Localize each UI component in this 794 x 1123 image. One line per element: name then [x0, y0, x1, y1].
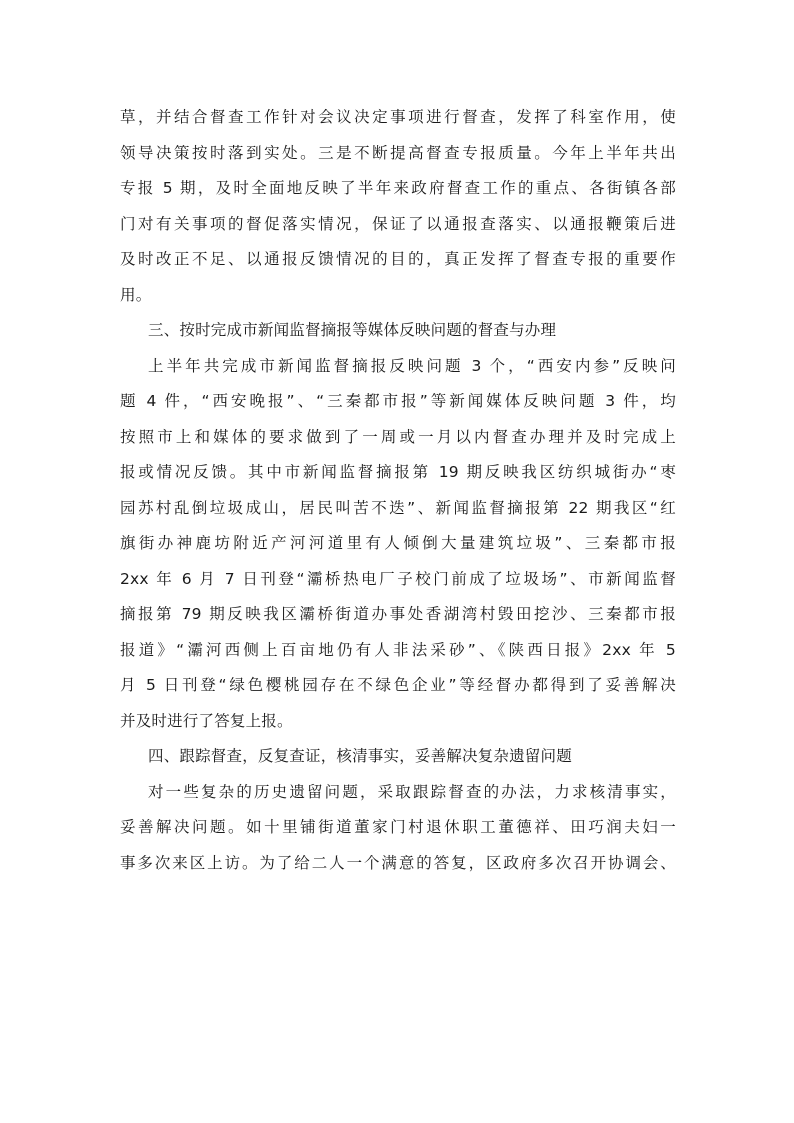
body-line: 并及时进行了答复上报。 — [120, 711, 293, 730]
body-line: 妥善解决问题。如十里铺街道董家门村退休职工董德祥、田巧润夫妇一 — [120, 818, 676, 836]
body-line: 对一些复杂的历史遗留问题，采取跟踪督查的办法，力求核清事实， — [148, 782, 676, 801]
body-line: 题 4 件，“西安晚报”、“三秦都市报”等新闻媒体反映问题 3 件，均 — [120, 392, 676, 410]
document-body — [120, 100, 676, 881]
body-line: 报或情况反馈。其中市新闻监督摘报第 19 期反映我区纺织城街办“枣 — [120, 463, 676, 481]
body-line: 摘报第 79 期反映我区灞桥街道办事处香湖湾村毁田挖沙、三秦都市报 — [120, 605, 676, 623]
section-heading-4: 四、跟踪督查，反复查证，核清事实，妥善解决复杂遗留问题 — [148, 747, 572, 765]
body-line: 事多次来区上访。为了给二人一个满意的答复，区政府多次召开协调会、 — [120, 853, 676, 872]
body-line: 领导决策按时落到实处。三是不断提高督查专报质量。今年上半年共出 — [120, 143, 676, 162]
body-line: 用。 — [120, 285, 152, 304]
body-line: 按照市上和媒体的要求做到了一周或一月以内督查办理并及时完成上 — [120, 427, 676, 446]
body-line: 门对有关事项的督促落实情况，保证了以通报查落实、以通报鞭策后进 — [120, 214, 676, 233]
body-line: 报道》“灞河西侧上百亩地仍有人非法采砂”、《陕西日报》2xx 年 5 — [120, 640, 676, 659]
body-line: 及时改正不足、以通报反馈情况的目的，真正发挥了督查专报的重要作 — [120, 250, 676, 268]
body-line: 月 5 日刊登“绿色樱桃园存在不绿色企业”等经督办都得到了妥善解决 — [120, 676, 676, 694]
body-line: 上半年共完成市新闻监督摘报反映问题 3 个，“西安内参”反映问 — [148, 356, 676, 375]
body-line: 专报 5 期，及时全面地反映了半年来政府督查工作的重点、各街镇各部 — [120, 179, 676, 197]
section-heading-3: 三、按时完成市新闻监督摘报等媒体反映问题的督查与办理 — [148, 321, 557, 339]
body-line: 草，并结合督查工作针对会议决定事项进行督查，发挥了科室作用，使 — [120, 108, 676, 126]
body-line: 园苏村乱倒垃圾成山，居民叫苦不迭”、新闻监督摘报第 22 期我区“红 — [120, 498, 676, 517]
body-line: 旗街办神鹿坊附近产河河道里有人倾倒大量建筑垃圾”、三秦都市报 — [120, 534, 676, 552]
body-line: 2xx 年 6 月 7 日刊登“灞桥热电厂子校门前成了垃圾场”、市新闻监督 — [120, 569, 676, 588]
